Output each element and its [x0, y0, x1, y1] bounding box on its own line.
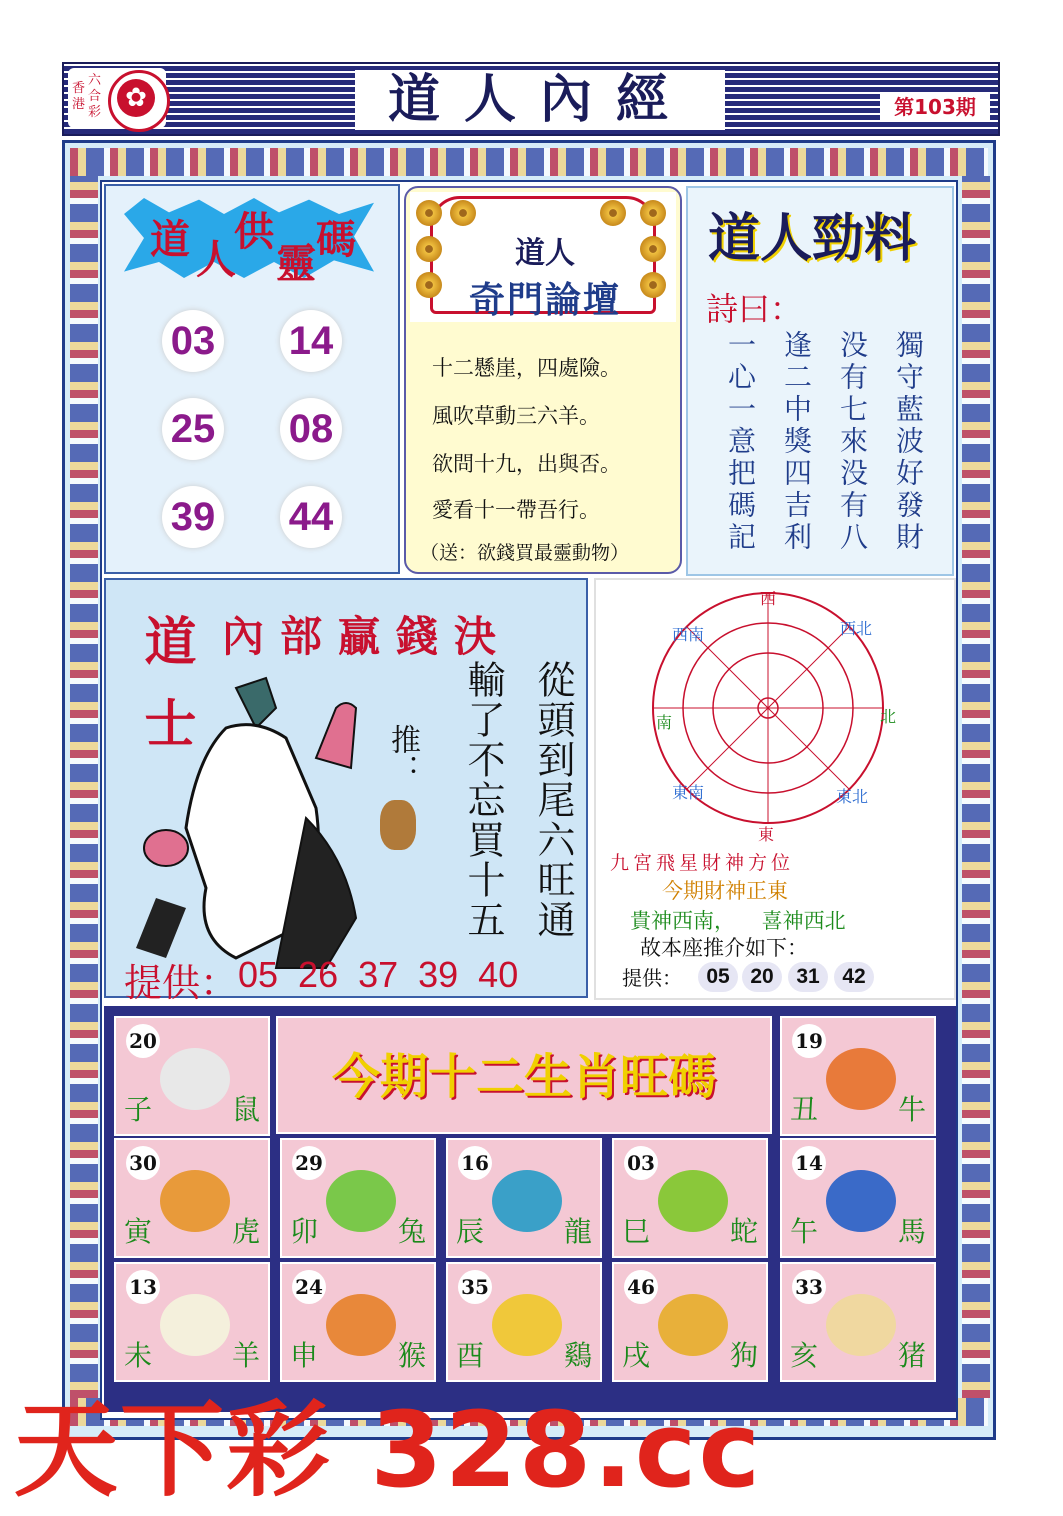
poem-line: 風吹草動三六羊。 [432, 404, 600, 428]
hot-tips-title: 道人勁料 [708, 208, 917, 269]
coin-icon [640, 200, 666, 226]
poem-line: 十二懸崖，四處險。 [432, 356, 621, 380]
nine-palace-caption: 九宮飛星財神方位 [610, 852, 795, 874]
zodiac-number: 03 [624, 1146, 658, 1180]
zodiac-number: 29 [292, 1146, 326, 1180]
compass-east: 東 [758, 825, 775, 844]
pig-icon [826, 1294, 896, 1356]
zodiac-number: 35 [458, 1270, 492, 1304]
zodiac-cell-rooster [446, 1262, 602, 1382]
monkey-icon [326, 1294, 396, 1356]
provide-label: 提供： [124, 961, 239, 1005]
daoist-label: 道士 [135, 614, 196, 778]
zodiac-number: 20 [126, 1024, 160, 1058]
monkey-icon [380, 800, 416, 850]
zodiac-branch: 亥 [790, 1339, 819, 1372]
coin-icon [416, 272, 442, 298]
border-right [962, 176, 990, 1398]
dog-icon [658, 1294, 728, 1356]
compass-south: 南 [656, 713, 673, 732]
zodiac-cell-ox [780, 1016, 936, 1136]
zodiac-number: 33 [792, 1270, 826, 1304]
zodiac-banner: 今期十二生肖旺碼 [276, 1016, 772, 1134]
logo-text-3: 六 [88, 73, 102, 88]
coin-icon [600, 200, 626, 226]
zodiac-branch: 卯 [290, 1215, 319, 1248]
zodiac-animal: 鷄 [563, 1339, 592, 1372]
zodiac-cell-pig [780, 1262, 936, 1382]
horse-icon [826, 1170, 896, 1232]
zodiac-animal: 猴 [397, 1339, 426, 1372]
zodiac-animal: 兔 [397, 1215, 426, 1248]
zodiac-animal: 猪 [897, 1339, 926, 1372]
zodiac-branch: 申 [290, 1339, 319, 1372]
banner-word-2: 人 [196, 236, 236, 283]
logo-text-2: 港 [72, 97, 86, 112]
banner-word-3: 供 [234, 208, 274, 255]
provide-number: 05 [698, 962, 738, 992]
bauhinia-icon: ✿ [117, 79, 155, 117]
zodiac-number: 46 [624, 1270, 658, 1304]
zodiac-number: 19 [792, 1024, 826, 1058]
lucky-number: 44 [280, 486, 342, 548]
poem-intro: 詩曰： [706, 290, 803, 328]
zodiac-branch: 子 [124, 1093, 153, 1126]
zodiac-number: 14 [792, 1146, 826, 1180]
zodiac-animal: 蛇 [729, 1215, 758, 1248]
provide-number: 31 [788, 962, 828, 992]
provide-numbers: 05 26 37 39 40 [238, 954, 519, 995]
compass-northwest: 西北 [840, 619, 873, 638]
zodiac-branch: 寅 [124, 1215, 153, 1248]
zodiac-animal: 羊 [231, 1339, 260, 1372]
border-top [70, 148, 988, 176]
lucky-number: 25 [162, 398, 224, 460]
zodiac-branch: 丑 [790, 1093, 819, 1126]
poem-column: 逢二中獎四吉利 [780, 330, 813, 554]
banner-word-1: 道 [150, 216, 190, 263]
zodiac-animal: 牛 [897, 1093, 926, 1126]
poem-column: 一心一意把碼記 [724, 330, 757, 554]
banner-word-5: 碼 [316, 216, 356, 263]
lucky-number: 03 [162, 310, 224, 372]
coin-icon [416, 236, 442, 262]
zodiac-cell-rabbit [280, 1138, 436, 1258]
rat-icon [160, 1048, 230, 1110]
logo-text-1: 香 [72, 81, 86, 96]
logo-text-4: 合 [88, 89, 102, 104]
coin-icon [640, 272, 666, 298]
issue-number: 第103期 [880, 92, 990, 122]
banner-word-4: 靈 [276, 240, 316, 287]
zodiac-branch: 酉 [456, 1339, 485, 1372]
dragon-icon [492, 1170, 562, 1232]
provide-number: 42 [834, 962, 874, 992]
poem-note: （送：欲錢買最靈動物） [420, 542, 630, 564]
zodiac-cell-monkey [280, 1262, 436, 1382]
zodiac-number: 16 [458, 1146, 492, 1180]
coin-icon [416, 200, 442, 226]
compass-southwest: 西南 [672, 625, 705, 644]
zodiac-animal: 狗 [729, 1339, 758, 1372]
zodiac-cell-goat [114, 1262, 270, 1382]
zodiac-branch: 戌 [622, 1339, 651, 1372]
logo-text-5: 彩 [88, 105, 102, 120]
zodiac-cell-dog [612, 1262, 768, 1382]
lucky-number: 08 [280, 398, 342, 460]
compass-northeast: 東北 [836, 787, 869, 806]
zodiac-animal: 馬 [897, 1215, 926, 1248]
poem-line: 欲問十九，出與否。 [432, 452, 621, 476]
goat-icon [160, 1294, 230, 1356]
provide-number: 20 [742, 962, 782, 992]
rooster-icon [492, 1294, 562, 1356]
ox-icon [826, 1048, 896, 1110]
compass-west: 西 [760, 589, 777, 608]
zodiac-animal: 鼠 [231, 1093, 260, 1126]
poem-line: 愛看十一帶吾行。 [432, 498, 600, 522]
zodiac-number: 24 [292, 1270, 326, 1304]
zodiac-branch: 未 [124, 1339, 153, 1372]
provide-label: 提供： [622, 966, 682, 990]
compass-north: 北 [880, 707, 897, 726]
verse-column: 從頭到尾六旺通 [531, 660, 575, 940]
wealth-god-direction: 今期財神正東 [662, 879, 788, 903]
zodiac-number: 30 [126, 1146, 160, 1180]
zodiac-cell-tiger [114, 1138, 270, 1258]
winning-secret-heading: 內部贏錢決 [222, 612, 513, 661]
snake-icon [658, 1170, 728, 1232]
rabbit-icon [326, 1170, 396, 1232]
coin-icon [450, 200, 476, 226]
verse-column: 輸了不忘買十五 [461, 660, 505, 940]
poem-column: 獨守藍波好發財 [892, 330, 925, 554]
forum-title-2: 奇門論壇 [468, 279, 621, 321]
coin-icon [640, 236, 666, 262]
border-left [70, 176, 98, 1398]
lucky-number: 39 [162, 486, 224, 548]
recommend-intro: 故本座推介如下： [640, 936, 808, 960]
zodiac-cell-dragon [446, 1138, 602, 1258]
forum-title-1: 道人 [515, 236, 575, 271]
site-watermark: 天下彩 328.cc [14, 1389, 763, 1511]
zodiac-number: 13 [126, 1270, 160, 1304]
recommend-label: 推： [385, 724, 420, 784]
compass-southeast: 東南 [672, 783, 705, 802]
zodiac-cell-horse [780, 1138, 936, 1258]
page-title: 道人內經 [355, 70, 725, 130]
tiger-icon [160, 1170, 230, 1232]
zodiac-animal: 虎 [231, 1215, 260, 1248]
zodiac-cell-rat [114, 1016, 270, 1136]
zodiac-animal: 龍 [563, 1215, 592, 1248]
noble-joy-direction: 貴神西南， 喜神西北 [630, 909, 846, 933]
zodiac-branch: 午 [790, 1215, 819, 1248]
zodiac-branch: 巳 [622, 1215, 651, 1248]
zodiac-branch: 辰 [456, 1215, 485, 1248]
zodiac-cell-snake [612, 1138, 768, 1258]
poem-column: 没有七來没有八 [836, 330, 869, 554]
lucky-number: 14 [280, 310, 342, 372]
